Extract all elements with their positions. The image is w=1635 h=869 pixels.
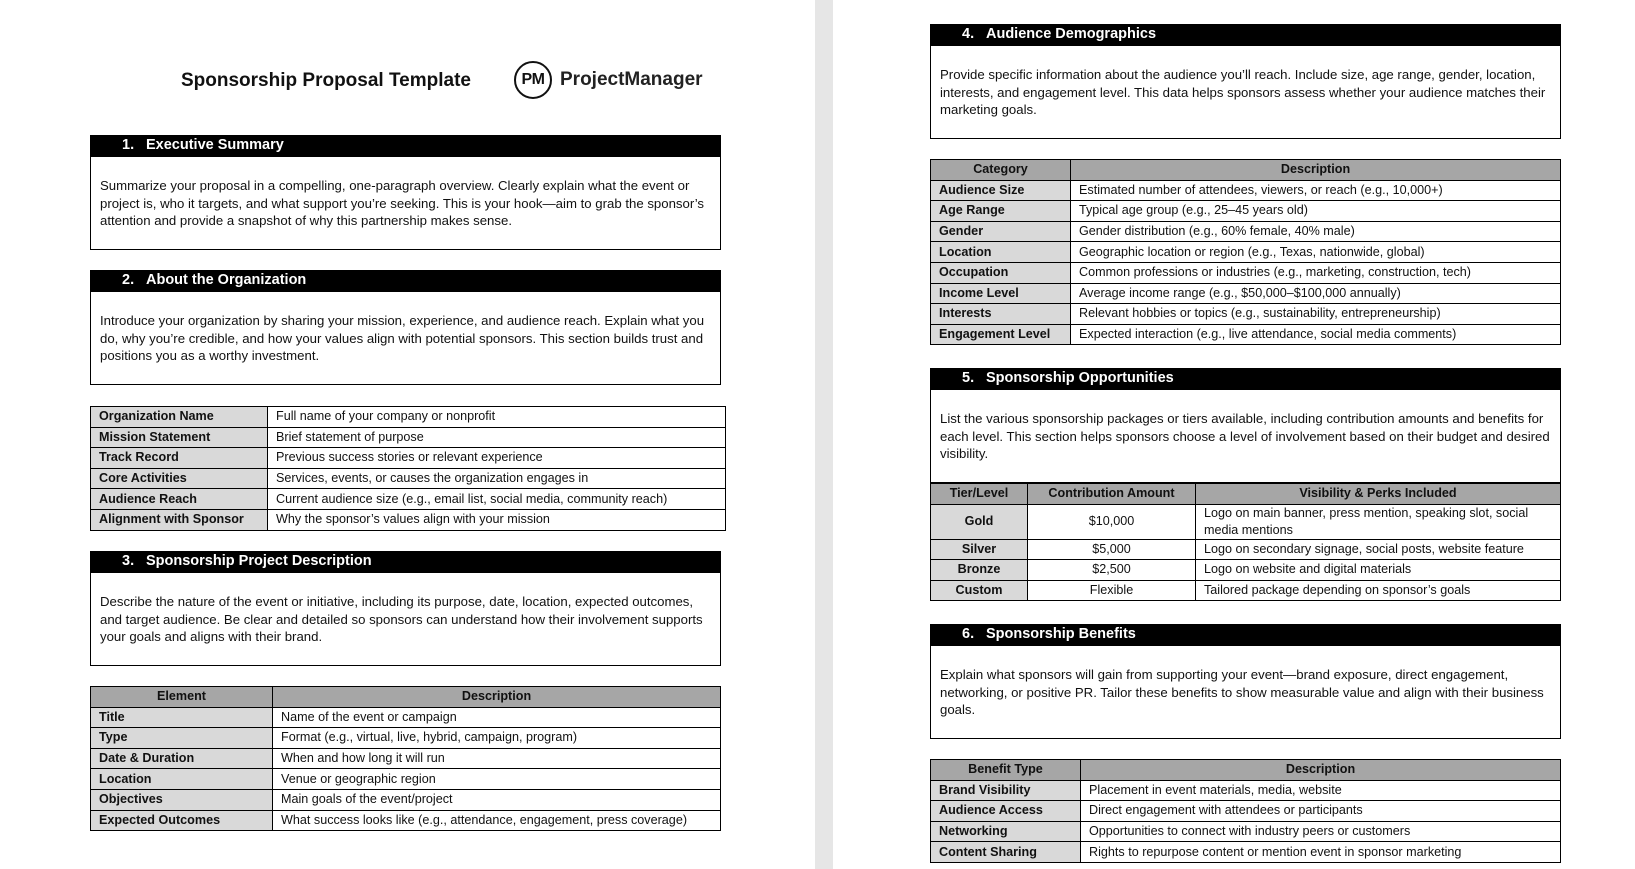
section-body-executive-summary: Summarize your proposal in a compelling, one-paragraph overview. Clearly explain what the event or project is, who it targets, and what support you’re seeking. This is your hook—aim to grab the sponsor’s attention and provide a snapshot of why this partnership makes sense. xyxy=(90,156,721,250)
section-header-audience-demographics xyxy=(930,24,1561,45)
table-cell-value: Relevant hobbies or topics (e.g., sustainability, entrepreneurship) xyxy=(1071,304,1561,325)
table-row xyxy=(931,821,1561,842)
table-cell-label: Audience Reach xyxy=(91,489,268,510)
logo-name: ProjectManager xyxy=(560,69,703,90)
organization-table xyxy=(90,406,726,531)
table-row xyxy=(931,780,1561,801)
table-row xyxy=(91,707,721,728)
table-row xyxy=(91,748,721,769)
demographics-table xyxy=(930,159,1561,345)
table-cell-label: Location xyxy=(91,769,273,790)
table-header-row xyxy=(91,687,721,708)
section-number: 6. xyxy=(962,626,975,642)
table-cell-label: Content Sharing xyxy=(931,842,1081,863)
table-row xyxy=(931,324,1561,345)
table-row xyxy=(931,242,1561,263)
table-cell-value: Placement in event materials, media, website xyxy=(1081,780,1561,801)
table-header-cell: Tier/Level xyxy=(931,484,1028,505)
section-body-audience-demographics: Provide specific information about the audience you’ll reach. Include size, age range, gender, location, interests, and engagement level. This data helps sponsors assess whether your audience matches their marketing goals. xyxy=(930,45,1561,139)
section-header-project-description xyxy=(90,551,721,572)
table-cell-label: Organization Name xyxy=(91,407,268,428)
table-row xyxy=(931,201,1561,222)
table-row xyxy=(91,427,726,448)
section-title: Sponsorship Opportunities xyxy=(986,370,1174,386)
table-row xyxy=(931,262,1561,283)
table-cell-value: Estimated number of attendees, viewers, or reach (e.g., 10,000+) xyxy=(1071,180,1561,201)
tiers-table xyxy=(930,483,1561,601)
table-cell-amount: $10,000 xyxy=(1028,504,1196,539)
section-header-executive-summary xyxy=(90,135,721,156)
table-row xyxy=(931,504,1561,539)
table-cell-value: Format (e.g., virtual, live, hybrid, campaign, program) xyxy=(273,728,721,749)
table-cell-label: Occupation xyxy=(931,262,1071,283)
table-cell-value: Common professions or industries (e.g., marketing, construction, tech) xyxy=(1071,262,1561,283)
section-title: Audience Demographics xyxy=(986,26,1157,42)
table-cell-label: Audience Size xyxy=(931,180,1071,201)
document-page-right xyxy=(833,0,1635,869)
table-cell-label: Age Range xyxy=(931,201,1071,222)
section-number: 3. xyxy=(122,553,135,569)
table-cell-label: Income Level xyxy=(931,283,1071,304)
table-cell-label: Date & Duration xyxy=(91,748,273,769)
table-header-cell: Contribution Amount xyxy=(1028,484,1196,505)
table-cell-label: Engagement Level xyxy=(931,324,1071,345)
table-cell-tier: Silver xyxy=(931,539,1028,560)
table-cell-value: Direct engagement with attendees or participants xyxy=(1081,801,1561,822)
table-cell-perks: Logo on main banner, press mention, speaking slot, social media mentions xyxy=(1196,504,1561,539)
table-cell-value: Opportunities to connect with industry peers or customers xyxy=(1081,821,1561,842)
section-number: 5. xyxy=(962,370,975,386)
section-header-sponsorship-opportunities xyxy=(930,368,1561,389)
table-cell-value: Name of the event or campaign xyxy=(273,707,721,728)
section-number: 4. xyxy=(962,26,975,42)
table-row xyxy=(91,448,726,469)
section-body-sponsorship-benefits: Explain what sponsors will gain from supporting your event—brand exposure, direct engagement, networking, or positive PR. Tailor these benefits to show measurable value and align with their business goals. xyxy=(930,645,1561,739)
table-cell-value: Previous success stories or relevant experience xyxy=(268,448,726,469)
table-row xyxy=(91,769,721,790)
section-body-project-description: Describe the nature of the event or initiative, including its purpose, date, location, expected outcomes, and target audience. Be clear and detailed so sponsors can understand how their involvement supports your goals and aligns with their brand. xyxy=(90,572,721,666)
table-cell-label: Alignment with Sponsor xyxy=(91,509,268,530)
table-cell-value: Why the sponsor’s values align with your mission xyxy=(268,509,726,530)
table-cell-value: Brief statement of purpose xyxy=(268,427,726,448)
table-row xyxy=(931,283,1561,304)
table-cell-label: Core Activities xyxy=(91,468,268,489)
table-cell-label: Expected Outcomes xyxy=(91,810,273,831)
table-cell-label: Gender xyxy=(931,221,1071,242)
table-header-cell: Description xyxy=(273,687,721,708)
table-cell-perks: Logo on website and digital materials xyxy=(1196,560,1561,581)
table-cell-perks: Logo on secondary signage, social posts, website feature xyxy=(1196,539,1561,560)
table-cell-amount: $2,500 xyxy=(1028,560,1196,581)
table-cell-value: When and how long it will run xyxy=(273,748,721,769)
projectmanager-logo-icon: PM xyxy=(514,61,552,99)
table-cell-perks: Tailored package depending on sponsor’s goals xyxy=(1196,580,1561,601)
table-header-row xyxy=(931,760,1561,781)
table-cell-value: Expected interaction (e.g., live attendance, social media comments) xyxy=(1071,324,1561,345)
section-body-sponsorship-opportunities: List the various sponsorship packages or tiers available, including contribution amounts and benefits for each level. This section helps sponsors choose a level of involvement based on their budget and desired visibility. xyxy=(930,389,1561,483)
table-cell-label: Mission Statement xyxy=(91,427,268,448)
table-cell-value: Average income range (e.g., $50,000–$100,000 annually) xyxy=(1071,283,1561,304)
table-row xyxy=(931,560,1561,581)
table-cell-value: Geographic location or region (e.g., Texas, nationwide, global) xyxy=(1071,242,1561,263)
section-number: 1. xyxy=(122,137,135,153)
table-cell-amount: Flexible xyxy=(1028,580,1196,601)
section-title: Sponsorship Project Description xyxy=(146,553,372,569)
table-row xyxy=(91,407,726,428)
section-number: 2. xyxy=(122,272,135,288)
table-cell-tier: Gold xyxy=(931,504,1028,539)
table-cell-value: Services, events, or causes the organization engages in xyxy=(268,468,726,489)
section-header-sponsorship-benefits xyxy=(930,624,1561,645)
table-row xyxy=(931,180,1561,201)
table-cell-label: Track Record xyxy=(91,448,268,469)
benefits-table xyxy=(930,759,1561,863)
section-title: About the Organization xyxy=(146,272,307,288)
table-header-row xyxy=(931,484,1561,505)
table-cell-amount: $5,000 xyxy=(1028,539,1196,560)
table-row xyxy=(931,801,1561,822)
table-row xyxy=(931,539,1561,560)
table-cell-value: Full name of your company or nonprofit xyxy=(268,407,726,428)
section-title: Sponsorship Benefits xyxy=(986,626,1136,642)
table-row xyxy=(91,728,721,749)
table-cell-label: Networking xyxy=(931,821,1081,842)
document-title: Sponsorship Proposal Template xyxy=(181,70,471,91)
table-header-cell: Benefit Type xyxy=(931,760,1081,781)
table-header-cell: Description xyxy=(1071,160,1561,181)
document-page-left xyxy=(0,0,815,869)
table-header-cell: Category xyxy=(931,160,1071,181)
table-cell-value: Current audience size (e.g., email list, social media, community reach) xyxy=(268,489,726,510)
table-cell-label: Brand Visibility xyxy=(931,780,1081,801)
table-cell-value: What success looks like (e.g., attendance, engagement, press coverage) xyxy=(273,810,721,831)
table-cell-value: Venue or geographic region xyxy=(273,769,721,790)
table-cell-value: Rights to repurpose content or mention event in sponsor marketing xyxy=(1081,842,1561,863)
table-header-cell: Element xyxy=(91,687,273,708)
table-row xyxy=(91,468,726,489)
section-title: Executive Summary xyxy=(146,137,284,153)
table-cell-label: Audience Access xyxy=(931,801,1081,822)
table-cell-label: Interests xyxy=(931,304,1071,325)
table-cell-label: Title xyxy=(91,707,273,728)
table-header-cell: Description xyxy=(1081,760,1561,781)
table-cell-tier: Bronze xyxy=(931,560,1028,581)
projectmanager-logo xyxy=(514,61,703,99)
table-row xyxy=(931,842,1561,863)
table-row xyxy=(931,221,1561,242)
table-cell-tier: Custom xyxy=(931,580,1028,601)
table-header-cell: Visibility & Perks Included xyxy=(1196,484,1561,505)
page-gutter xyxy=(815,0,833,869)
table-cell-value: Main goals of the event/project xyxy=(273,789,721,810)
table-row xyxy=(91,789,721,810)
table-row xyxy=(91,509,726,530)
table-row xyxy=(931,304,1561,325)
table-cell-value: Gender distribution (e.g., 60% female, 40% male) xyxy=(1071,221,1561,242)
table-cell-label: Location xyxy=(931,242,1071,263)
table-row xyxy=(91,810,721,831)
table-cell-label: Objectives xyxy=(91,789,273,810)
table-cell-label: Type xyxy=(91,728,273,749)
project-table xyxy=(90,686,721,831)
table-header-row xyxy=(931,160,1561,181)
section-body-about-organization: Introduce your organization by sharing your mission, experience, and audience reach. Explain what you do, why you’re credible, and how your values align with potential sponsors. This section builds trust and positions you as a worthy investment. xyxy=(90,291,721,385)
table-row xyxy=(931,580,1561,601)
section-header-about-organization xyxy=(90,270,721,291)
table-cell-value: Typical age group (e.g., 25–45 years old) xyxy=(1071,201,1561,222)
table-row xyxy=(91,489,726,510)
